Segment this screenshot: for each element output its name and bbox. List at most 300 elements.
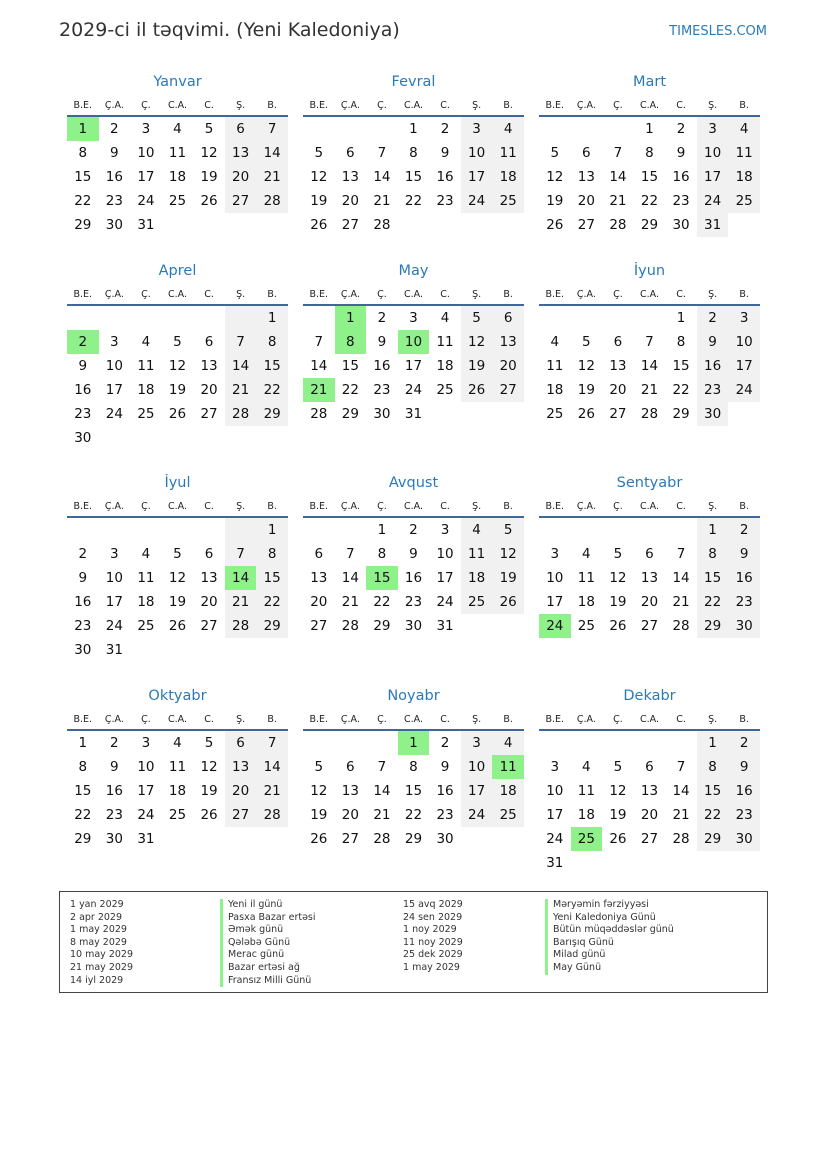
day-cell: 5: [204, 121, 214, 137]
legend-date: 8 may 2029: [70, 936, 127, 948]
day-grid: [67, 518, 288, 662]
day-cell: 5: [492, 518, 524, 542]
day-cell: 7: [645, 334, 654, 350]
day-cell: 30: [105, 217, 123, 233]
weekday-label: C.A.: [639, 100, 659, 111]
weekday-label: Ç.A.: [340, 501, 360, 512]
site-logo-link[interactable]: TIMESLES.COM: [669, 24, 767, 39]
day-cell: 27: [225, 189, 257, 213]
weekday-label: B.E.: [309, 501, 329, 512]
day-cell: 2: [409, 522, 418, 538]
day-cell: 13: [225, 755, 257, 779]
day-cell: 27: [225, 803, 257, 827]
weekday-label: C.A.: [167, 100, 187, 111]
day-cell: 4: [141, 546, 151, 562]
day-cell: 28: [341, 618, 359, 634]
day-cell: 3: [141, 121, 151, 137]
day-cell: 18: [492, 165, 524, 189]
weekday-label: B.: [267, 501, 277, 512]
month-name: Dekabr: [623, 688, 676, 704]
holiday-day-cell: 14: [225, 566, 257, 590]
empty-day-cell: [335, 117, 367, 141]
month-name: Noyabr: [387, 688, 440, 704]
month-block: [539, 684, 760, 875]
day-cell: 2: [440, 121, 450, 137]
day-cell: 5: [173, 546, 182, 562]
day-cell: 19: [577, 382, 595, 398]
weekday-header: [303, 708, 524, 731]
day-cell: 16: [697, 354, 729, 378]
weekday-label: Ç.A.: [104, 100, 124, 111]
day-cell: 21: [373, 807, 391, 823]
empty-day-cell: [303, 117, 335, 141]
day-cell: 26: [492, 590, 524, 614]
day-cell: 16: [672, 169, 690, 185]
weekday-label: Ç.: [377, 501, 387, 512]
day-cell: 26: [310, 217, 328, 233]
day-cell: 16: [105, 783, 123, 799]
weekday-label: Ç.: [141, 501, 151, 512]
day-cell: 31: [137, 831, 155, 847]
weekday-label: C.: [676, 501, 686, 512]
day-cell: 27: [341, 217, 359, 233]
month-block: [67, 471, 288, 662]
weekday-label: B.: [503, 501, 513, 512]
day-cell: 15: [341, 358, 359, 374]
month-block: [539, 259, 760, 426]
day-cell: 18: [577, 807, 595, 823]
weekday-label: C.A.: [167, 501, 187, 512]
day-cell: 21: [225, 590, 257, 614]
weekday-label: Ç.A.: [340, 714, 360, 725]
weekday-header: [539, 283, 760, 306]
weekday-label: C.A.: [639, 714, 659, 725]
day-cell: 10: [436, 546, 454, 562]
day-cell: 11: [728, 141, 760, 165]
day-cell: 14: [256, 755, 288, 779]
day-cell: 2: [676, 121, 686, 137]
day-cell: 25: [546, 406, 564, 422]
weekday-header: [539, 94, 760, 117]
day-cell: 7: [676, 546, 686, 562]
day-grid: [67, 117, 288, 237]
day-cell: 20: [310, 594, 328, 610]
day-cell: 13: [640, 783, 659, 799]
day-cell: 14: [310, 358, 328, 374]
day-cell: 22: [74, 807, 92, 823]
day-cell: 23: [105, 193, 123, 209]
weekday-label: C.A.: [403, 501, 423, 512]
day-cell: 17: [697, 165, 729, 189]
day-cell: 17: [461, 165, 493, 189]
day-cell: 7: [225, 330, 257, 354]
weekday-label: B.E.: [545, 501, 565, 512]
day-cell: 30: [697, 402, 729, 426]
day-cell: 7: [676, 759, 686, 775]
weekday-header: [67, 495, 288, 518]
legend-names-col-2: [545, 899, 674, 975]
day-cell: 6: [645, 546, 654, 562]
day-grid: [67, 306, 288, 450]
day-cell: 23: [436, 193, 454, 209]
day-cell: 20: [609, 382, 627, 398]
legend-holiday-name: Pasxa Bazar ertəsi: [220, 912, 316, 925]
day-cell: 17: [461, 779, 493, 803]
weekday-label: Ç.: [141, 100, 151, 111]
day-cell: 13: [577, 169, 595, 185]
empty-day-cell: [665, 518, 697, 542]
empty-day-cell: [602, 117, 634, 141]
day-cell: 12: [609, 570, 627, 586]
weekday-label: B.: [503, 100, 513, 111]
day-cell: 28: [672, 618, 690, 634]
day-cell: 22: [74, 193, 92, 209]
empty-day-cell: [193, 518, 225, 542]
day-cell: 24: [461, 803, 493, 827]
day-cell: 4: [582, 759, 591, 775]
day-cell: 12: [546, 169, 564, 185]
day-cell: 28: [256, 803, 288, 827]
weekday-label: Ç.A.: [576, 289, 596, 300]
day-cell: 14: [225, 354, 257, 378]
weekday-label: B.: [739, 100, 749, 111]
empty-day-cell: [571, 518, 603, 542]
weekday-header: [539, 708, 760, 731]
day-cell: 5: [613, 546, 623, 562]
weekday-label: C.A.: [403, 714, 423, 725]
empty-day-cell: [303, 731, 335, 755]
day-grid: [539, 518, 760, 638]
day-cell: 31: [436, 618, 454, 634]
day-cell: 1: [697, 731, 729, 755]
day-cell: 11: [168, 759, 187, 775]
day-cell: 6: [613, 334, 623, 350]
day-cell: 19: [546, 193, 564, 209]
day-grid: [303, 117, 524, 237]
day-cell: 10: [461, 141, 493, 165]
day-cell: 9: [676, 145, 686, 161]
day-cell: 5: [550, 145, 560, 161]
weekday-label: Ç.A.: [576, 100, 596, 111]
weekday-label: C.: [440, 289, 450, 300]
legend-date: 1 may 2029: [70, 924, 127, 936]
legend-holiday-name: Qələbə Günü: [220, 937, 316, 950]
empty-day-cell: [539, 306, 571, 330]
day-cell: 22: [697, 590, 729, 614]
day-cell: 21: [225, 378, 257, 402]
day-cell: 2: [697, 306, 729, 330]
day-cell: 30: [404, 618, 423, 634]
day-cell: 6: [645, 759, 654, 775]
day-cell: 26: [609, 618, 627, 634]
day-cell: 11: [436, 334, 454, 350]
day-cell: 27: [640, 618, 659, 634]
day-cell: 5: [613, 759, 623, 775]
day-cell: 27: [341, 831, 359, 847]
day-cell: 11: [168, 145, 187, 161]
weekday-label: C.A.: [639, 501, 659, 512]
day-cell: 6: [346, 759, 355, 775]
weekday-label: C.: [204, 100, 214, 111]
day-cell: 13: [310, 570, 328, 586]
weekday-label: Ç.A.: [340, 100, 360, 111]
day-cell: 24: [105, 618, 123, 634]
day-cell: 30: [74, 642, 92, 658]
weekday-label: C.: [676, 100, 686, 111]
day-cell: 30: [436, 831, 454, 847]
empty-day-cell: [130, 306, 162, 330]
day-cell: 4: [173, 735, 182, 751]
day-cell: 2: [110, 735, 119, 751]
day-cell: 23: [728, 803, 760, 827]
weekday-label: B.: [739, 501, 749, 512]
day-cell: 9: [110, 145, 119, 161]
day-cell: 28: [225, 614, 257, 638]
weekday-label: Ş.: [708, 714, 718, 725]
day-cell: 24: [697, 189, 729, 213]
day-cell: 18: [168, 169, 187, 185]
weekday-label: B.: [267, 100, 277, 111]
holiday-day-cell: 24: [539, 614, 571, 638]
day-cell: 27: [492, 378, 524, 402]
legend-holiday-name: Bütün müqəddəslər günü: [545, 924, 674, 937]
weekday-label: C.: [204, 501, 214, 512]
day-cell: 29: [256, 402, 288, 426]
day-cell: 17: [436, 570, 454, 586]
empty-day-cell: [602, 518, 634, 542]
day-cell: 13: [200, 570, 218, 586]
day-cell: 15: [404, 783, 423, 799]
day-cell: 31: [697, 213, 729, 237]
day-cell: 13: [341, 783, 359, 799]
empty-day-cell: [67, 306, 99, 330]
empty-day-cell: [225, 518, 257, 542]
legend-date: 15 avq 2029: [403, 899, 463, 910]
day-cell: 21: [341, 594, 359, 610]
day-cell: 29: [74, 831, 92, 847]
empty-day-cell: [539, 518, 571, 542]
day-cell: 10: [546, 570, 564, 586]
empty-day-cell: [539, 117, 571, 141]
month-block: [303, 259, 524, 426]
day-cell: 26: [200, 807, 218, 823]
day-cell: 24: [137, 807, 155, 823]
day-cell: 16: [436, 169, 454, 185]
day-cell: 28: [256, 189, 288, 213]
day-cell: 29: [697, 827, 729, 851]
legend-dates-col-2: [403, 899, 463, 975]
day-grid: [67, 731, 288, 851]
holiday-day-cell: 2: [67, 330, 99, 354]
day-cell: 8: [377, 546, 387, 562]
day-cell: 22: [404, 193, 423, 209]
weekday-label: B.: [739, 714, 749, 725]
day-cell: 28: [640, 406, 659, 422]
day-cell: 27: [640, 831, 659, 847]
day-cell: 26: [168, 618, 187, 634]
day-cell: 3: [550, 546, 560, 562]
day-cell: 6: [346, 145, 355, 161]
legend-date: 21 may 2029: [70, 961, 134, 973]
empty-day-cell: [366, 117, 398, 141]
day-cell: 28: [373, 831, 391, 847]
month-name: Aprel: [158, 263, 197, 279]
day-cell: 27: [577, 217, 595, 233]
day-cell: 1: [256, 518, 288, 542]
day-cell: 18: [577, 594, 595, 610]
day-cell: 6: [204, 546, 214, 562]
day-cell: 7: [377, 759, 387, 775]
day-cell: 10: [137, 759, 155, 775]
day-cell: 16: [373, 358, 391, 374]
day-cell: 8: [409, 759, 418, 775]
day-cell: 19: [200, 169, 218, 185]
day-cell: 21: [609, 193, 627, 209]
page-title: 2029-ci il təqvimi. (Yeni Kaledoniya): [59, 19, 400, 41]
day-cell: 20: [492, 354, 524, 378]
day-cell: 2: [78, 546, 88, 562]
day-cell: 9: [409, 546, 418, 562]
day-cell: 8: [256, 330, 288, 354]
day-cell: 26: [461, 378, 493, 402]
day-cell: 23: [373, 382, 391, 398]
day-cell: 4: [492, 731, 524, 755]
holiday-day-cell: 21: [303, 378, 335, 402]
empty-day-cell: [602, 731, 634, 755]
day-cell: 31: [546, 855, 564, 871]
weekday-label: Ç.: [377, 714, 387, 725]
day-cell: 8: [409, 145, 418, 161]
month-block: [303, 471, 524, 638]
day-cell: 29: [404, 831, 423, 847]
day-cell: 10: [461, 755, 493, 779]
day-cell: 29: [373, 618, 391, 634]
legend-date: 1 noy 2029: [403, 924, 457, 936]
weekday-label: C.: [440, 100, 450, 111]
month-name: Mart: [632, 74, 667, 90]
day-cell: 18: [492, 779, 524, 803]
day-cell: 4: [173, 121, 182, 137]
legend-names-col-1: [220, 899, 316, 987]
day-cell: 10: [105, 358, 123, 374]
day-cell: 31: [105, 642, 123, 658]
day-grid: [303, 518, 524, 638]
weekday-label: Ş.: [472, 714, 482, 725]
day-cell: 8: [697, 755, 729, 779]
day-cell: 26: [168, 406, 187, 422]
empty-day-cell: [162, 518, 194, 542]
day-cell: 29: [256, 614, 288, 638]
day-cell: 3: [461, 117, 493, 141]
day-cell: 6: [225, 117, 257, 141]
weekday-label: B.E.: [73, 714, 93, 725]
weekday-label: B.: [503, 714, 513, 725]
legend-holiday-name: Bazar ertəsi ağ: [220, 962, 316, 975]
day-cell: 5: [314, 759, 324, 775]
weekday-header: [67, 283, 288, 306]
weekday-label: Ç.: [613, 100, 623, 111]
month-block: [303, 70, 524, 237]
holiday-legend: [59, 891, 768, 993]
day-cell: 9: [377, 334, 387, 350]
day-cell: 27: [310, 618, 328, 634]
empty-day-cell: [67, 518, 99, 542]
weekday-header: [303, 283, 524, 306]
day-cell: 28: [609, 217, 627, 233]
day-cell: 23: [436, 807, 454, 823]
day-cell: 10: [105, 570, 123, 586]
day-cell: 21: [256, 165, 288, 189]
legend-date: 25 dek 2029: [403, 949, 463, 961]
weekday-label: C.A.: [403, 100, 423, 111]
day-cell: 1: [78, 735, 88, 751]
day-cell: 30: [728, 614, 760, 638]
day-cell: 22: [697, 803, 729, 827]
day-cell: 11: [137, 358, 155, 374]
weekday-label: Ş.: [708, 289, 718, 300]
month-name: Oktyabr: [148, 688, 207, 704]
day-cell: 5: [173, 334, 182, 350]
day-cell: 23: [74, 618, 92, 634]
legend-dates-col-1: [70, 899, 133, 987]
day-cell: 1: [409, 121, 418, 137]
day-cell: 25: [492, 189, 524, 213]
day-cell: 2: [728, 518, 760, 542]
day-cell: 12: [310, 783, 328, 799]
weekday-label: B.E.: [545, 289, 565, 300]
day-cell: 14: [672, 783, 690, 799]
day-cell: 12: [168, 570, 187, 586]
day-cell: 9: [697, 330, 729, 354]
day-cell: 29: [697, 614, 729, 638]
day-cell: 3: [110, 334, 119, 350]
day-cell: 7: [314, 334, 324, 350]
day-cell: 3: [550, 759, 560, 775]
weekday-label: B.E.: [309, 100, 329, 111]
day-cell: 21: [672, 594, 690, 610]
month-name: İyul: [164, 475, 191, 491]
day-cell: 9: [440, 145, 450, 161]
day-cell: 15: [672, 358, 690, 374]
day-cell: 15: [640, 169, 659, 185]
day-cell: 26: [200, 193, 218, 209]
day-cell: 4: [461, 518, 493, 542]
day-cell: 25: [137, 406, 155, 422]
day-cell: 17: [137, 783, 155, 799]
weekday-label: B.E.: [309, 289, 329, 300]
weekday-label: Ş.: [236, 714, 246, 725]
month-name: Sentyabr: [616, 475, 683, 491]
empty-day-cell: [130, 518, 162, 542]
day-cell: 9: [78, 570, 88, 586]
day-cell: 4: [582, 546, 591, 562]
day-grid: [303, 306, 524, 426]
day-cell: 3: [461, 731, 493, 755]
day-cell: 22: [256, 590, 288, 614]
day-cell: 15: [74, 783, 92, 799]
day-cell: 11: [577, 570, 595, 586]
day-cell: 18: [461, 566, 493, 590]
day-cell: 5: [204, 735, 214, 751]
day-cell: 3: [409, 310, 418, 326]
day-cell: 4: [440, 310, 450, 326]
day-cell: 12: [200, 759, 218, 775]
day-cell: 30: [74, 430, 92, 446]
legend-date: 24 sen 2029: [403, 911, 463, 923]
day-grid: [539, 306, 760, 426]
day-grid: [539, 731, 760, 875]
weekday-label: C.: [676, 714, 686, 725]
